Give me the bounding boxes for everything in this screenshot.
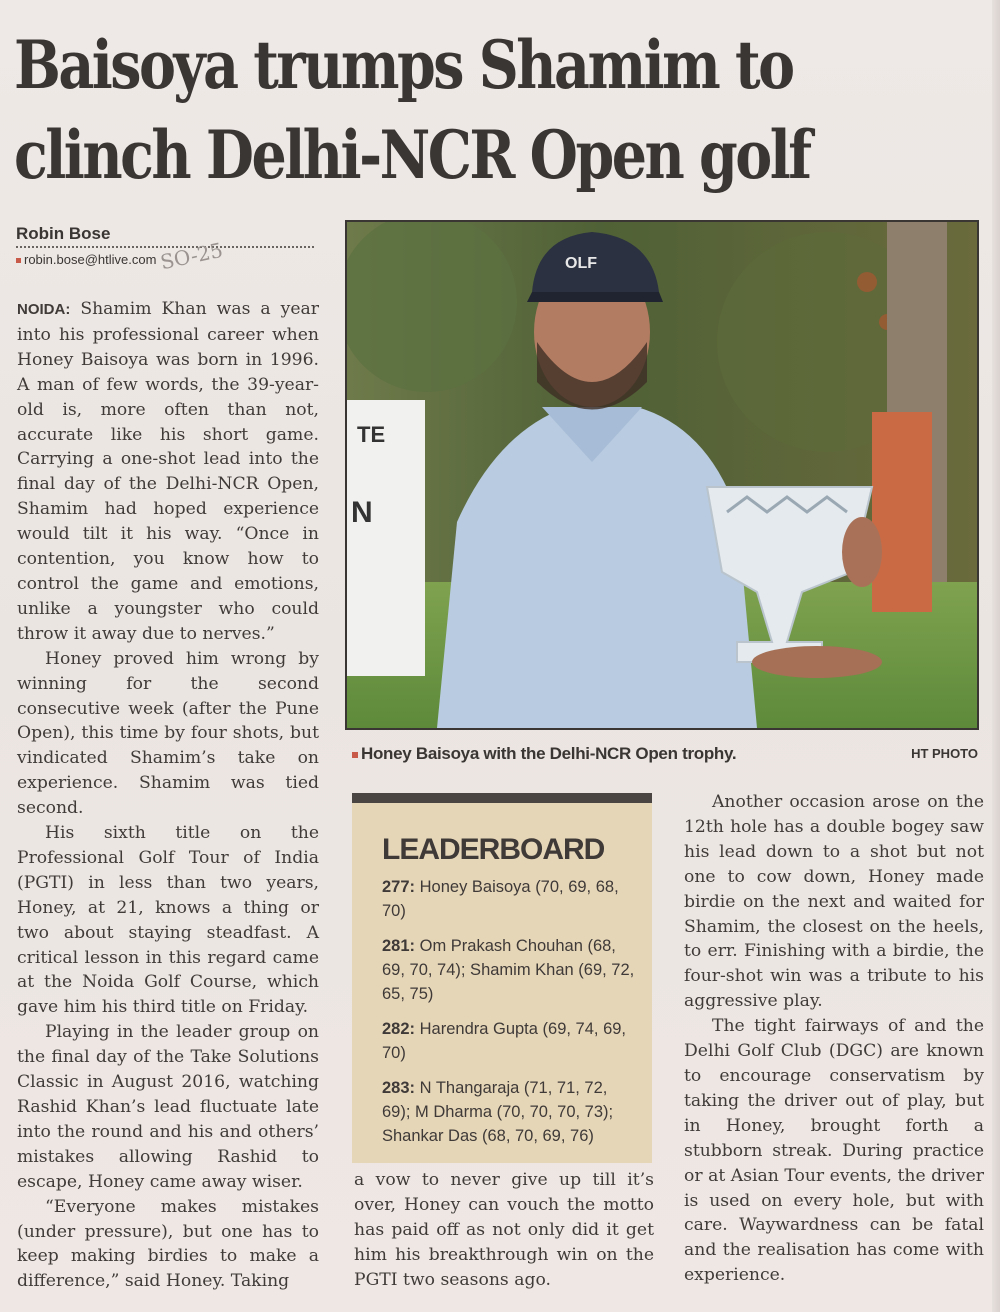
hand [752, 646, 882, 678]
leaderboard-entry [382, 1076, 637, 1148]
article-paragraph: “Everyone makes mistakes (under pressure), but one has to keep making birdies to make a difference,” said Honey. Taking [17, 1196, 319, 1292]
headline-line-2: clinch Delhi-NCR Open golf [14, 116, 810, 194]
photo-credit: HT PHOTO [911, 746, 978, 761]
leaderboard-list [382, 875, 637, 1159]
article-paragraph: His sixth title on the Professional Golf Tour of India (PGTI) in less than two years, Honey, at 21, knows a thing or two about staying steadfast. A critical lesson in this regard came at the Noida Golf Course, which gave him his third title on Friday. [17, 823, 319, 1018]
leaderboard-entry [382, 875, 637, 923]
leaderboard-entry [382, 934, 637, 1006]
article-paragraph [17, 297, 319, 647]
page-fold-shadow [992, 0, 1000, 1312]
article-column-3 [684, 790, 984, 1288]
article-paragraph: Playing in the leader group on the final day of the Take Solutions Classic in August 2016, watching Rashid Khan’s lead fluctuate late into the round and his and others’ mistakes allowing Rashid to escape, Honey came away wiser. [17, 1022, 319, 1192]
leaderboard-title: LEADERBOARD [382, 833, 605, 866]
sign-text-1: TE [357, 422, 386, 447]
leaderboard-score: 283: [382, 1079, 416, 1097]
leaderboard-box [352, 793, 652, 1163]
byline-email [16, 252, 156, 267]
handwritten-note: SO-25 [158, 237, 225, 275]
article-column-2 [354, 1168, 654, 1293]
bullet-square-icon [16, 258, 21, 263]
byline-divider [16, 246, 314, 248]
bullet-square-icon [352, 752, 358, 758]
article-paragraph: The tight fairways of and the Delhi Golf Club (DGC) are known to encourage conservatism by taking the driver out of play, but in Honey, brought forth a stubborn streak. During practice or at Asian Tour events, the driver is used on every hole, but with care. Waywardness can be fatal and the realisation has come with experience. [684, 1016, 984, 1286]
leaderboard-players: Honey Baisoya (70, 69, 68, 70) [382, 878, 619, 920]
photo-caption [352, 744, 736, 764]
article-paragraph: Honey proved him wrong by winning for the second consecutive week (after the Pune Open), this time by four shots, but vindicated Shamim’s take on experience. Shamim was tied second. [17, 648, 319, 819]
article-paragraph: Another occasion arose on the 12th hole has a double bogey saw his lead down to a shot but not one to cow down, Honey made birdie on the next and waited for Shamim, the closest on the heels, to err. Finishing with a birdie, the four-shot win was a tribute to his aggressive play. [684, 792, 984, 1012]
leaderboard-players: Harendra Gupta (69, 74, 69, 70) [382, 1020, 627, 1062]
sign-text-2: N [351, 496, 373, 529]
headline-line-1: Baisoya trumps Shamim to [14, 26, 793, 104]
headline [14, 20, 829, 200]
article-paragraph: a vow to never give up till it’s over, Honey can vouch the motto has paid off as not only did it get him his breakthrough win on the PGTI two seasons ago. [354, 1170, 654, 1290]
leaderboard-score: 282: [382, 1020, 416, 1038]
paragraph-text: Shamim Khan was a year into his professional career when Honey Baisoya was born in 1996. A man of few words, the 39-year-old is, more often than not, accurate like his short game. Carrying a one-shot lead into the final day of the Delhi-NCR Open, Shamim had hoped experience would tilt it his way. “Once in contention, you know how to control the game and emotions, unlike a youngster who could throw it away due to nerves.” [17, 299, 319, 644]
photo-caption-text: Honey Baisoya with the Delhi-NCR Open trophy. [361, 744, 737, 763]
leaderboard-players: N Thangaraja (71, 71, 72, 69); M Dharma (70, 70, 70, 73); Shankar Das (68, 70, 69, 76) [382, 1079, 614, 1145]
dateline: NOIDA: [17, 301, 71, 318]
orange-post [872, 412, 932, 612]
leaderboard-players: Om Prakash Chouhan (68, 69, 70, 74); Shamim Khan (69, 72, 65, 75) [382, 937, 635, 1003]
leaderboard-entry [382, 1017, 637, 1065]
cap-logo-text: OLF [565, 255, 597, 272]
byline-name: Robin Bose [16, 224, 111, 243]
news-photo [345, 220, 979, 730]
leaderboard-score: 277: [382, 878, 416, 896]
golfer-with-trophy-photo [347, 222, 977, 728]
byline-email-text: robin.bose@htlive.com [24, 252, 157, 267]
leaderboard-score: 281: [382, 937, 416, 955]
article-column-1 [17, 297, 319, 1294]
